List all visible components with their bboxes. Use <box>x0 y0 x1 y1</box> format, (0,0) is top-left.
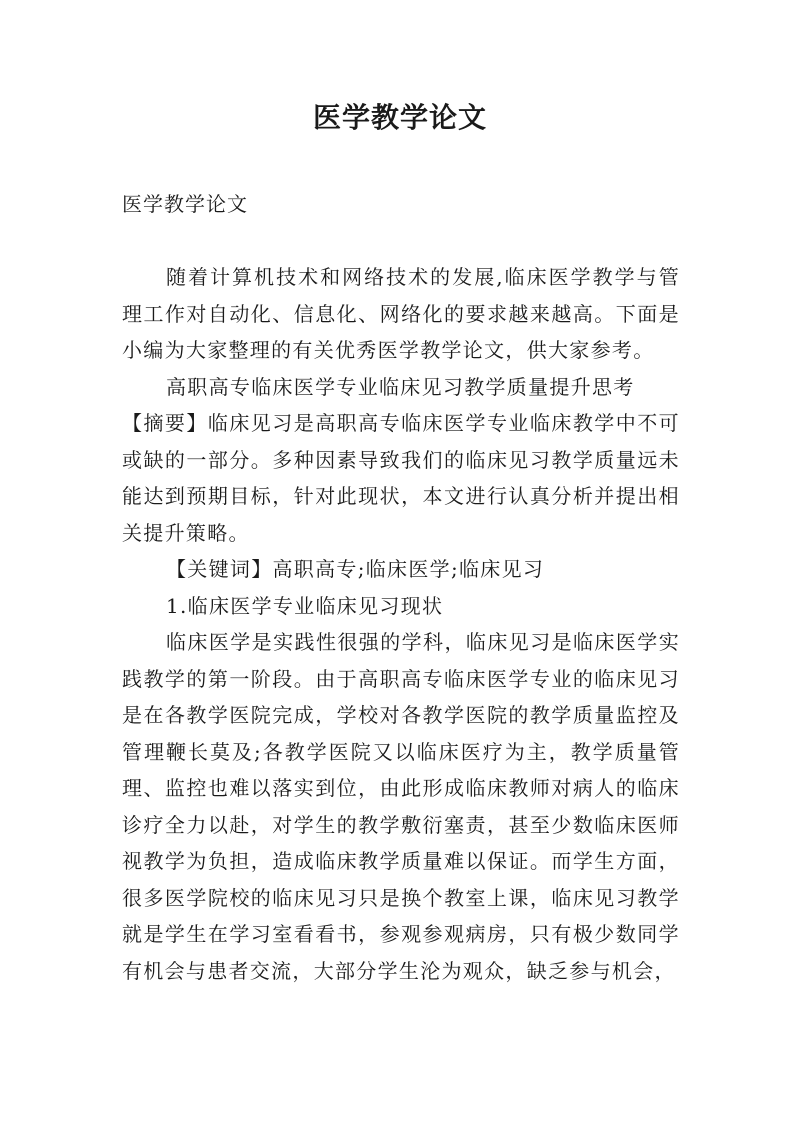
document-body <box>122 259 680 989</box>
section-heading: 1.临床医学专业临床见习现状 <box>166 593 444 618</box>
keywords-paragraph: 【关键词】高职高专;临床医学;临床见习 <box>166 557 545 581</box>
document-title: 医学教学论文 <box>312 101 487 134</box>
intro-paragraph: 随着计算机技术和网络技术的发展,临床医学教学与管理工作对自动化、信息化、网络化的要求越来越高。下面是小编为大家整理的有关优秀医学教学论文，供大家参考。 <box>122 265 680 362</box>
body-paragraph: 临床医学是实践性很强的学科，临床见习是临床医学实践教学的第一阶段。由于高职高专临床医学专业的临床见习是在各教学医院完成，学校对各教学医院的教学质量监控及管理鞭长莫及;各教学医院又以临床医疗为主，教学质量管理、监控也难以落实到位，由此形成临床教师对病人的临床诊疗全力以赴，对学生的教学敷衍塞责，甚至少数临床医师视教学为负担，造成临床教学质量难以保证。而学生方面，很多医学院校的临床见习只是换个教室上课，临床见习教学就是学生在学习室看看书，参观参观病房，只有极少数同学有机会与患者交流，大部分学生沦为观众，缺乏参与机会， <box>122 630 680 983</box>
article-title: 高职高专临床医学专业临床见习教学质量提升思考 <box>166 374 635 399</box>
document-subtitle: 医学教学论文 <box>122 192 248 216</box>
abstract-paragraph: 【摘要】临床见习是高职高专临床医学专业临床教学中不可或缺的一部分。多种因素导致我们的临床见习教学质量远未能达到预期目标，针对此现状，本文进行认真分析并提出相关提升策略。 <box>122 411 680 545</box>
